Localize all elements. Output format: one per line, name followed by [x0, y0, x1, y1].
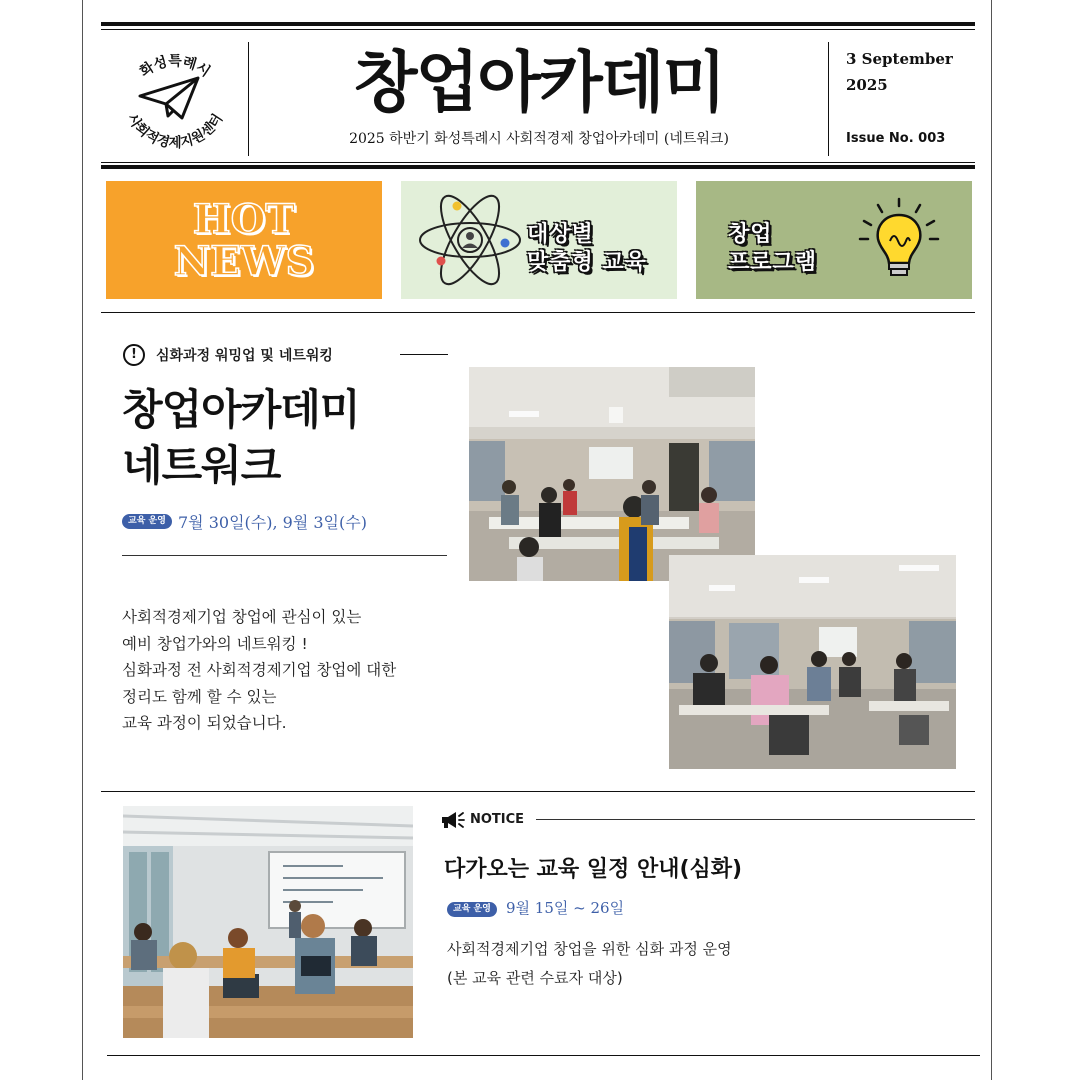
masthead-divider-right	[828, 42, 829, 156]
atom-person-icon	[417, 191, 523, 289]
feature-body-line: 예비 창업가와의 네트워킹 !	[122, 634, 308, 653]
tag-rule	[400, 354, 448, 355]
svg-text:사회적경제지원센터	[124, 111, 226, 151]
seal-top-text: 화성특례시	[137, 53, 213, 81]
feature-tag-text: 심화과정 워밍업 및 네트워킹	[156, 348, 333, 364]
notice-body-line: (본 교육 관련 수료자 대상)	[447, 969, 623, 987]
notice-body	[447, 935, 967, 993]
light-bulb-icon	[854, 195, 944, 285]
masthead-divider-left	[248, 42, 249, 156]
feature-headline	[122, 382, 452, 494]
feature-headline-line1: 창업아카데미	[122, 385, 360, 434]
issue-date-line2: 2025	[846, 76, 888, 94]
feature-headline-line2: 네트워크	[122, 441, 281, 490]
megaphone-icon	[440, 810, 466, 830]
feature-rule	[122, 555, 447, 556]
feature-dates: 7월 30일(수), 9월 3일(수)	[178, 513, 367, 532]
feature-body-line: 교육 과정이 되었습니다.	[122, 714, 287, 732]
center-seal-logo	[108, 40, 242, 158]
section-divider-1	[101, 312, 975, 313]
paper-plane-icon	[140, 78, 198, 118]
feature-body-line: 심화과정 전 사회적경제기업 창업에 대한	[122, 661, 397, 679]
feature-body-line: 사회적경제기업 창업에 관심이 있는	[122, 608, 362, 626]
newsletter-subtitle: 2025 하반기 화성특례시 사회적경제 창업아카데미 (네트워크)	[349, 131, 729, 147]
newsletter-title: 창업아카데미	[353, 44, 725, 121]
seal-bottom-text: 사회적경제지원센터	[123, 111, 227, 151]
notice-dates: 9월 15일 ~ 26일	[506, 899, 625, 917]
hot-news-line1: HOT	[192, 196, 296, 243]
issue-date	[846, 46, 976, 98]
classroom-photo-2	[669, 555, 956, 769]
masthead-top-rule-thin	[101, 29, 975, 30]
feature-body	[122, 604, 452, 737]
notice-label-text: NOTICE	[470, 812, 525, 827]
svg-text:화성특례시	[136, 53, 213, 81]
section-divider-2	[101, 791, 975, 792]
notice-body-line: 사회적경제기업 창업을 위한 심화 과정 운영	[447, 940, 732, 958]
education-tile-line2: 맞춤형 교육	[527, 250, 647, 275]
footer-rule	[107, 1055, 980, 1056]
program-tile-line2: 프로그램	[728, 250, 818, 275]
masthead-bottom-rule-thin	[101, 162, 975, 163]
feature-body-line: 정리도 함께 할 수 있는	[122, 687, 277, 706]
classroom-photo-1	[469, 367, 755, 581]
masthead-bottom-rule-thick	[101, 165, 975, 169]
hot-news-line2: NEWS	[173, 238, 315, 285]
issue-date-line1: 3 September	[846, 50, 953, 68]
right-page-rule	[991, 0, 992, 1080]
masthead-top-rule-thick	[101, 22, 975, 26]
notice-status-badge: 교육 운영	[447, 902, 497, 917]
lecture-hall-photo	[123, 806, 413, 1038]
exclamation-icon: !	[123, 344, 145, 366]
education-tile[interactable]	[401, 181, 677, 299]
feature-status-badge: 교육 운영	[122, 514, 172, 529]
notice-title: 다가오는 교육 일정 안내(심화)	[444, 857, 743, 882]
program-tile[interactable]	[696, 181, 972, 299]
issue-number: Issue No. 003	[846, 131, 946, 146]
education-tile-line1: 대상별	[527, 222, 594, 247]
left-page-rule	[82, 0, 83, 1080]
notice-rule	[536, 819, 975, 820]
hot-news-tile[interactable]	[106, 181, 382, 299]
program-tile-line1: 창업	[728, 222, 773, 247]
